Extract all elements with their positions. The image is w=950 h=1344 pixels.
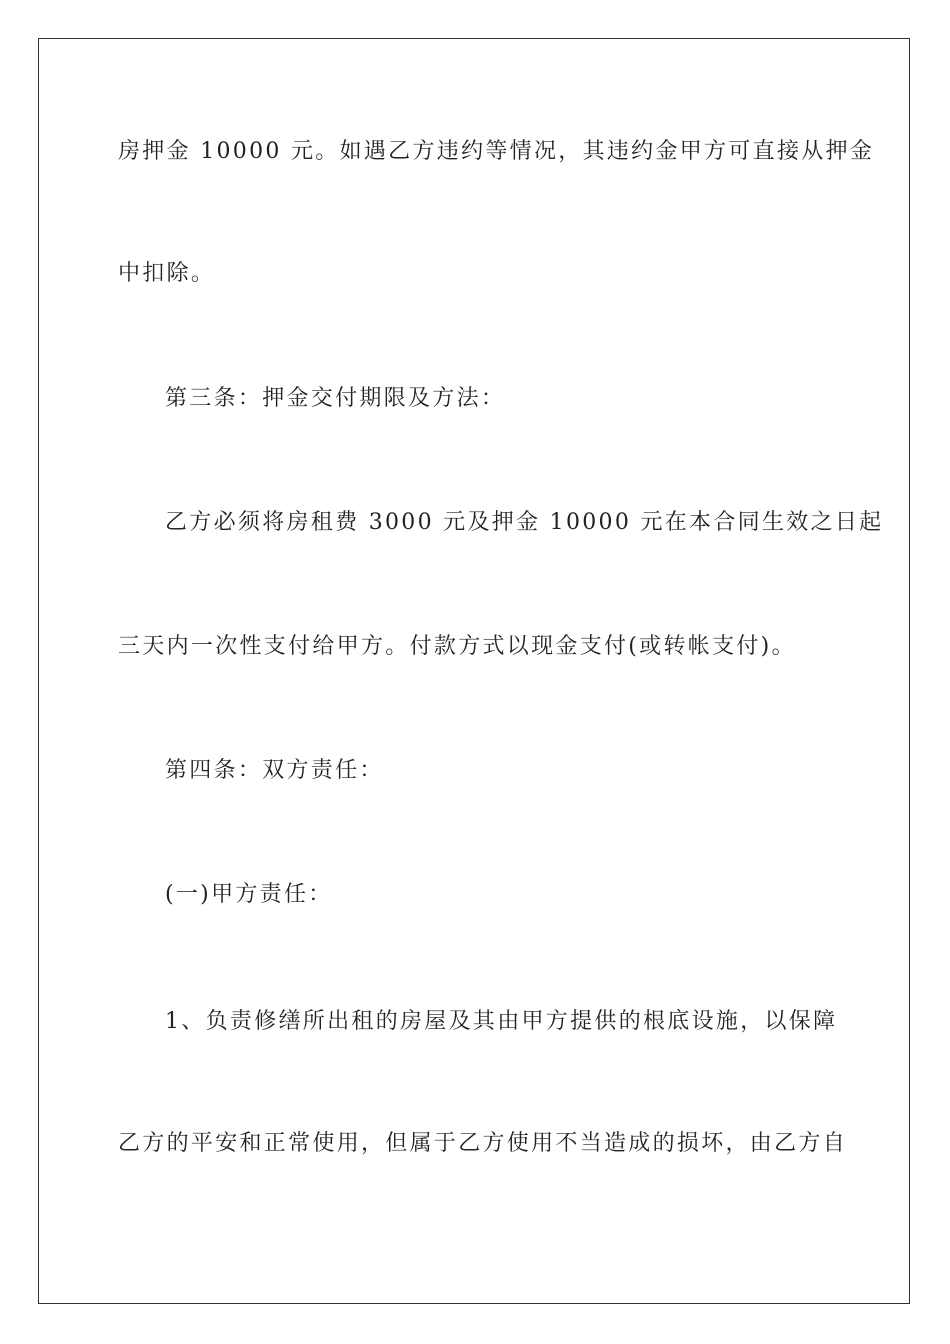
body-text-line: 房押金 10000 元。如遇乙方违约等情况，其违约金甲方可直接从押金 [118,139,875,164]
body-text-line: 三天内一次性支付给甲方。付款方式以现金支付(或转帐支付)。 [118,634,796,659]
body-text-line: 中扣除。 [118,261,216,286]
article-heading: 第三条：押金交付期限及方法： [165,386,506,411]
page-border [38,38,910,1304]
body-text-line: 乙方必须将房租费 3000 元及押金 10000 元在本合同生效之日起 [165,510,884,535]
body-text-line: 乙方的平安和正常使用，但属于乙方使用不当造成的损坏，由乙方自 [118,1131,848,1156]
article-heading: 第四条：双方责任： [165,758,384,783]
body-text-line: 1、负责修缮所出租的房屋及其由甲方提供的根底设施，以保障 [165,1009,838,1034]
section-heading: (一)甲方责任： [165,882,333,907]
